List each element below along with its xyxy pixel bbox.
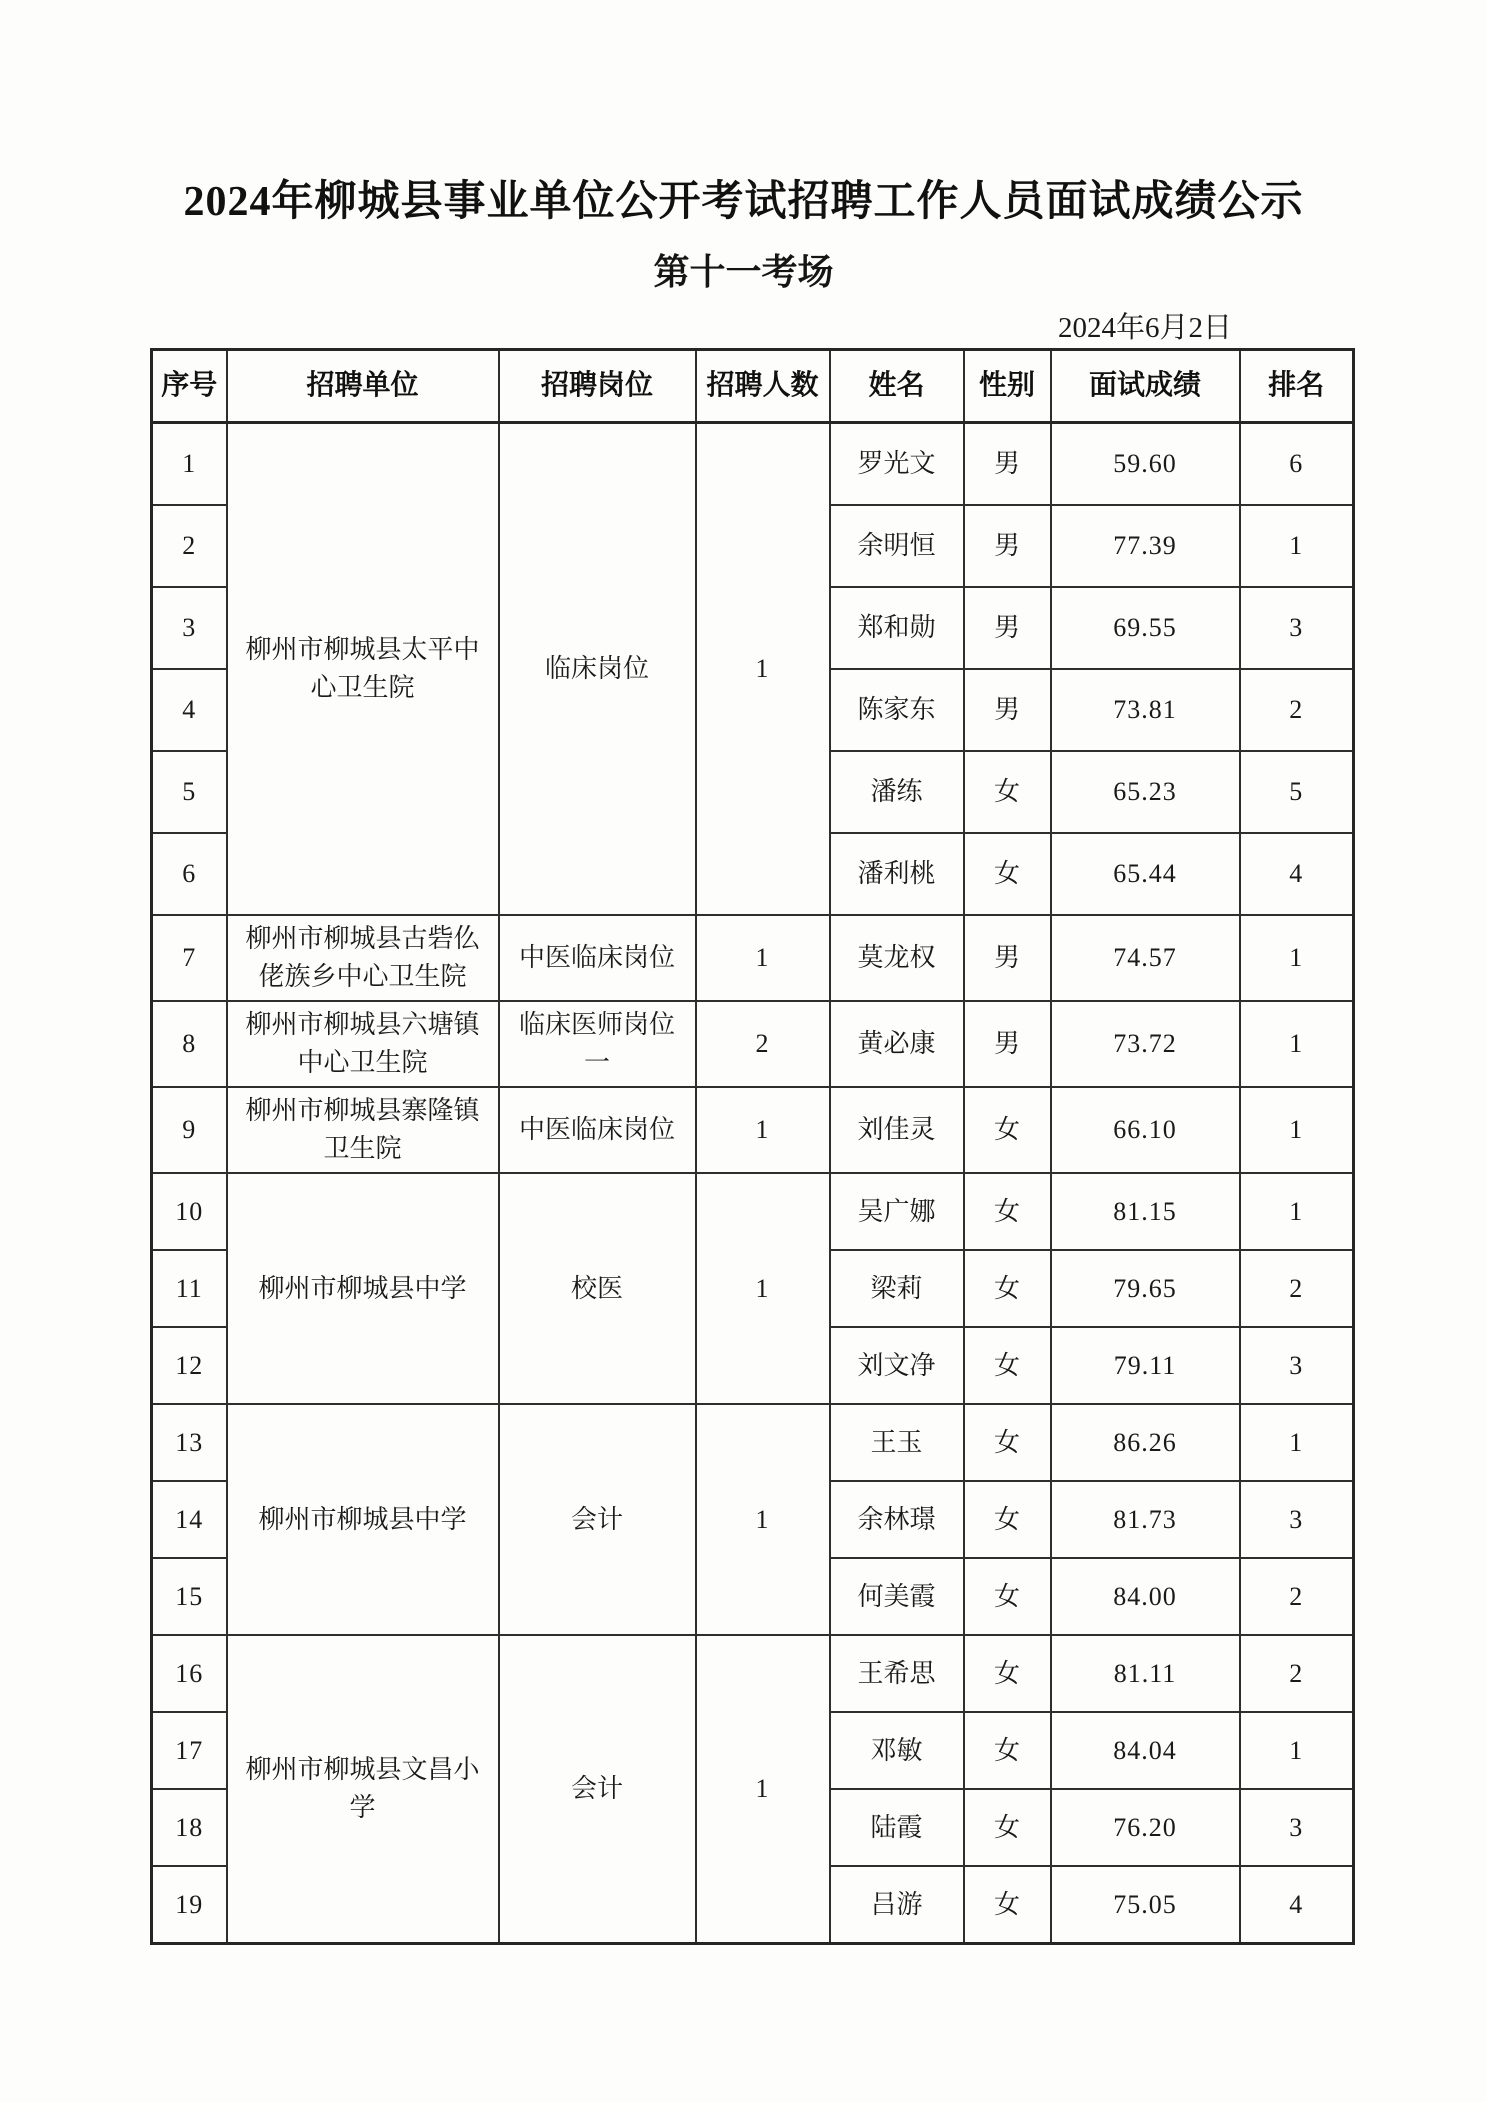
cell-rank: 5 <box>1240 751 1354 833</box>
cell-index: 7 <box>152 915 227 1001</box>
cell-index: 5 <box>152 751 227 833</box>
page-subtitle: 第十一考场 <box>653 252 834 292</box>
cell-headcount: 1 <box>696 1087 830 1173</box>
cell-gender: 女 <box>964 833 1051 915</box>
col-header-position: 招聘岗位 <box>499 350 696 423</box>
cell-score: 73.72 <box>1051 1001 1240 1087</box>
cell-index: 19 <box>152 1866 227 1944</box>
cell-rank: 1 <box>1240 1173 1354 1250</box>
cell-name: 余林璟 <box>830 1481 964 1558</box>
cell-name: 黄必康 <box>830 1001 964 1087</box>
col-header-name: 姓名 <box>830 350 964 423</box>
cell-rank: 1 <box>1240 1001 1354 1087</box>
cell-position: 中医临床岗位 <box>499 915 696 1001</box>
cell-headcount: 1 <box>696 1635 830 1944</box>
cell-unit: 柳州市柳城县六塘镇中心卫生院 <box>227 1001 499 1087</box>
cell-gender: 女 <box>964 1789 1051 1866</box>
cell-unit: 柳州市柳城县寨隆镇卫生院 <box>227 1087 499 1173</box>
cell-rank: 2 <box>1240 1635 1354 1712</box>
cell-score: 66.10 <box>1051 1087 1240 1173</box>
table-row <box>152 1001 1354 1087</box>
cell-rank: 4 <box>1240 833 1354 915</box>
cell-rank: 3 <box>1240 1789 1354 1866</box>
cell-headcount: 1 <box>696 1404 830 1635</box>
cell-headcount: 1 <box>696 915 830 1001</box>
cell-gender: 男 <box>964 1001 1051 1087</box>
cell-index: 13 <box>152 1404 227 1481</box>
cell-name: 郑和勋 <box>830 587 964 669</box>
cell-gender: 男 <box>964 669 1051 751</box>
table-row <box>152 1635 1354 1712</box>
document-date: 2024年6月2日 <box>1057 312 1232 344</box>
cell-gender: 女 <box>964 1712 1051 1789</box>
cell-gender: 男 <box>964 587 1051 669</box>
cell-position: 临床岗位 <box>499 423 696 916</box>
cell-score: 65.44 <box>1051 833 1240 915</box>
cell-name: 吕游 <box>830 1866 964 1944</box>
cell-unit: 柳州市柳城县文昌小学 <box>227 1635 499 1944</box>
cell-name: 潘利桃 <box>830 833 964 915</box>
cell-name: 吴广娜 <box>830 1173 964 1250</box>
cell-gender: 女 <box>964 1173 1051 1250</box>
table-row <box>152 915 1354 1001</box>
cell-gender: 女 <box>964 1635 1051 1712</box>
cell-unit: 柳州市柳城县中学 <box>227 1404 499 1635</box>
cell-score: 73.81 <box>1051 669 1240 751</box>
cell-headcount: 1 <box>696 423 830 916</box>
cell-rank: 1 <box>1240 505 1354 587</box>
cell-index: 8 <box>152 1001 227 1087</box>
col-header-unit: 招聘单位 <box>227 350 499 423</box>
cell-score: 79.65 <box>1051 1250 1240 1327</box>
cell-name: 余明恒 <box>830 505 964 587</box>
cell-rank: 1 <box>1240 1712 1354 1789</box>
cell-rank: 6 <box>1240 423 1354 506</box>
cell-name: 刘佳灵 <box>830 1087 964 1173</box>
cell-index: 16 <box>152 1635 227 1712</box>
cell-name: 莫龙权 <box>830 915 964 1001</box>
cell-unit: 柳州市柳城县太平中心卫生院 <box>227 423 499 916</box>
cell-unit: 柳州市柳城县古砦仫佬族乡中心卫生院 <box>227 915 499 1001</box>
cell-name: 刘文净 <box>830 1327 964 1404</box>
cell-rank: 3 <box>1240 587 1354 669</box>
cell-gender: 女 <box>964 1866 1051 1944</box>
cell-score: 81.11 <box>1051 1635 1240 1712</box>
cell-headcount: 2 <box>696 1001 830 1087</box>
cell-position: 临床医师岗位一 <box>499 1001 696 1087</box>
cell-name: 邓敏 <box>830 1712 964 1789</box>
cell-position: 会计 <box>499 1635 696 1944</box>
cell-gender: 女 <box>964 751 1051 833</box>
cell-gender: 女 <box>964 1481 1051 1558</box>
cell-gender: 女 <box>964 1327 1051 1404</box>
table-row <box>152 1173 1354 1250</box>
cell-position: 校医 <box>499 1173 696 1404</box>
cell-index: 10 <box>152 1173 227 1250</box>
cell-gender: 男 <box>964 505 1051 587</box>
cell-name: 王希思 <box>830 1635 964 1712</box>
cell-name: 罗光文 <box>830 423 964 506</box>
cell-score: 86.26 <box>1051 1404 1240 1481</box>
cell-score: 65.23 <box>1051 751 1240 833</box>
cell-score: 81.73 <box>1051 1481 1240 1558</box>
cell-index: 6 <box>152 833 227 915</box>
cell-score: 77.39 <box>1051 505 1240 587</box>
cell-gender: 女 <box>964 1404 1051 1481</box>
col-header-headcount: 招聘人数 <box>696 350 830 423</box>
cell-name: 陆霞 <box>830 1789 964 1866</box>
cell-gender: 女 <box>964 1558 1051 1635</box>
cell-score: 84.00 <box>1051 1558 1240 1635</box>
cell-gender: 男 <box>964 423 1051 506</box>
cell-index: 17 <box>152 1712 227 1789</box>
cell-gender: 女 <box>964 1087 1051 1173</box>
cell-index: 12 <box>152 1327 227 1404</box>
page-title: 2024年柳城县事业单位公开考试招聘工作人员面试成绩公示 <box>183 179 1304 225</box>
cell-rank: 3 <box>1240 1327 1354 1404</box>
cell-name: 王玉 <box>830 1404 964 1481</box>
cell-index: 18 <box>152 1789 227 1866</box>
col-header-gender: 性别 <box>964 350 1051 423</box>
header-row <box>152 350 1354 423</box>
cell-name: 何美霞 <box>830 1558 964 1635</box>
cell-unit: 柳州市柳城县中学 <box>227 1173 499 1404</box>
cell-score: 74.57 <box>1051 915 1240 1001</box>
cell-name: 陈家东 <box>830 669 964 751</box>
col-header-score: 面试成绩 <box>1051 350 1240 423</box>
cell-index: 2 <box>152 505 227 587</box>
cell-gender: 女 <box>964 1250 1051 1327</box>
cell-rank: 1 <box>1240 1404 1354 1481</box>
cell-index: 14 <box>152 1481 227 1558</box>
cell-rank: 1 <box>1240 915 1354 1001</box>
cell-rank: 4 <box>1240 1866 1354 1944</box>
cell-rank: 2 <box>1240 1558 1354 1635</box>
cell-rank: 1 <box>1240 1087 1354 1173</box>
table-row <box>152 1087 1354 1173</box>
table-row <box>152 1404 1354 1481</box>
cell-rank: 3 <box>1240 1481 1354 1558</box>
table-row <box>152 423 1354 506</box>
col-header-rank: 排名 <box>1240 350 1354 423</box>
cell-position: 中医临床岗位 <box>499 1087 696 1173</box>
cell-rank: 2 <box>1240 669 1354 751</box>
cell-index: 4 <box>152 669 227 751</box>
cell-score: 59.60 <box>1051 423 1240 506</box>
col-header-index: 序号 <box>152 350 227 423</box>
cell-score: 75.05 <box>1051 1866 1240 1944</box>
cell-index: 1 <box>152 423 227 506</box>
cell-score: 76.20 <box>1051 1789 1240 1866</box>
cell-score: 69.55 <box>1051 587 1240 669</box>
cell-index: 11 <box>152 1250 227 1327</box>
cell-rank: 2 <box>1240 1250 1354 1327</box>
cell-index: 3 <box>152 587 227 669</box>
cell-name: 梁莉 <box>830 1250 964 1327</box>
cell-position: 会计 <box>499 1404 696 1635</box>
cell-name: 潘练 <box>830 751 964 833</box>
cell-score: 81.15 <box>1051 1173 1240 1250</box>
cell-gender: 男 <box>964 915 1051 1001</box>
cell-score: 79.11 <box>1051 1327 1240 1404</box>
cell-headcount: 1 <box>696 1173 830 1404</box>
cell-index: 15 <box>152 1558 227 1635</box>
cell-score: 84.04 <box>1051 1712 1240 1789</box>
cell-index: 9 <box>152 1087 227 1173</box>
interview-score-table <box>150 348 1355 1945</box>
